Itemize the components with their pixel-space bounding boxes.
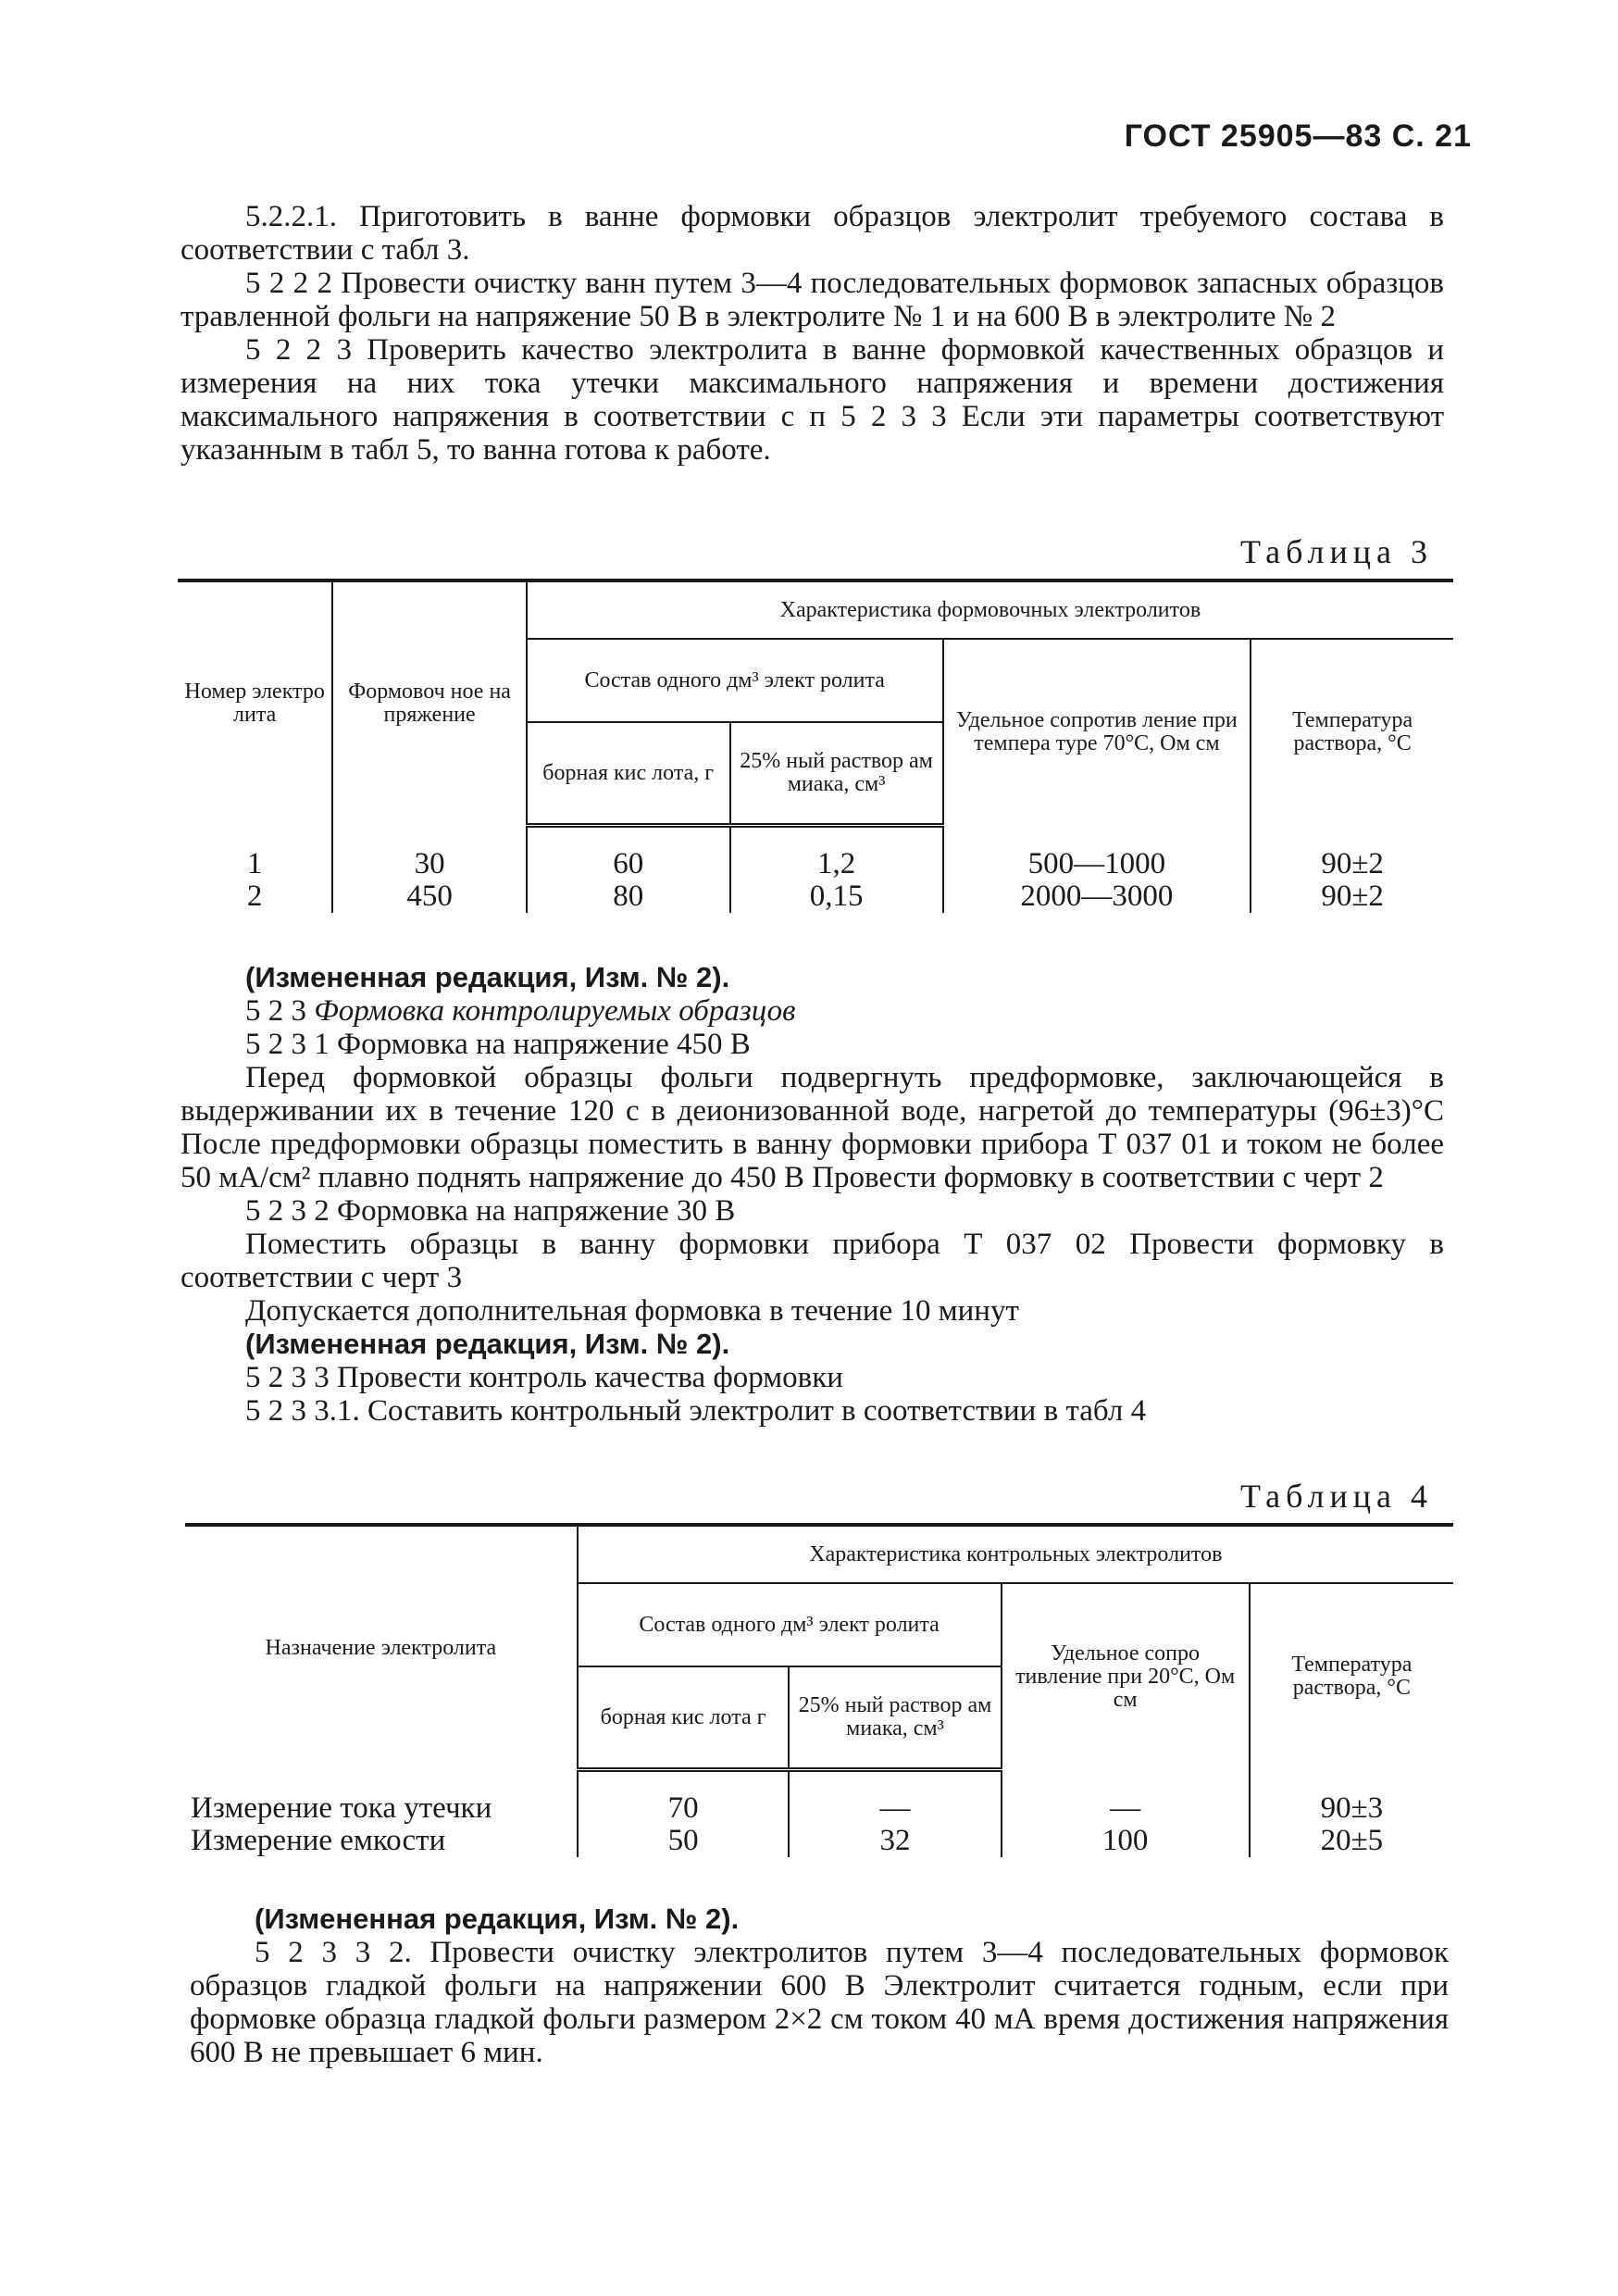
heading-523: [180, 994, 1444, 1028]
paragraph-5231: Перед формовкой образцы фольги подвергнуть предформовке, заключающейся в выдерживании их в течение 120 с в деионизованной воде, нагретой до температуры (96±3)°С После предформовки образцы поместить в ванну формовки прибора Т 037 01 и током не более 50 мА/см² плавно поднять напряжение до 450 В Провести формовку в соответствии с черт 2: [180, 1061, 1444, 1194]
paragraph-52332: 5 2 3 3 2. Провести очистку электролитов путем 3—4 последовательных формовок образцов гладкой фольги на напряжении 600 В Электролит считается годным, если при формовке образца гладкой фольги размером 2×2 см током 40 мА время достижения напряжения 600 В не превышает 6 мин.: [190, 1936, 1449, 2069]
table3-cell-boric: 80: [527, 880, 730, 913]
table3-composition-header: Состав одного дм³ элект ролита: [527, 639, 943, 722]
table3-header-resistivity: Удельное сопротив ление при темпера туре 70°C, Ом см: [943, 639, 1251, 826]
table-4: [185, 1523, 1453, 1857]
table3-cell-voltage: 450: [332, 880, 526, 913]
table3-cell-temp: 90±2: [1251, 848, 1453, 880]
amendment-note: (Измененная редакция, Изм. № 2).: [245, 1328, 730, 1360]
table4-row: [185, 1825, 1453, 1857]
paragraph-5232: Поместить образцы в ванну формовки прибора Т 037 02 Провести формовку в соответствии с черт 3: [180, 1228, 1444, 1294]
intro-section: [180, 200, 1444, 467]
table4-header-purpose: Назначение электролита: [265, 1635, 497, 1660]
heading-5231: 5 2 3 1 Формовка на напряжение 450 В: [245, 1028, 751, 1061]
table3-cell-temp: 90±2: [1251, 880, 1453, 913]
table4-cell-temp: 20±5: [1250, 1825, 1453, 1857]
table4-header-ammonia: 25% ный раствор ам миака, см³: [789, 1666, 1001, 1770]
table3-cell-resistivity: 500—1000: [943, 848, 1251, 880]
table3-header-ammonia: 25% ный раствор ам миака, см³: [730, 722, 943, 826]
heading-5232: 5 2 3 2 Формовка на напряжение 30 В: [245, 1194, 736, 1228]
section-523: [180, 961, 1444, 1428]
table4-cell-boric: 50: [578, 1825, 790, 1857]
table4-cell-temp: 90±3: [1250, 1792, 1453, 1825]
table4-composition-header: Состав одного дм³ элект ролита: [578, 1583, 1002, 1666]
table4-caption: Таблица 4: [1240, 1478, 1433, 1515]
paragraph-5223: 5 2 2 3 Проверить качество электролита в ванне формовкой качественных образцов и измерения на них тока утечки максимального напряжения и времени достижения максимального напряжения в соответствии с п 5 2 3 3 Если эти параметры соответствуют указанным в табл 5, то ванна готова к работе.: [180, 333, 1444, 467]
table-3: [178, 579, 1453, 913]
paragraph-5232b: Допускается дополнительная формовка в течение 10 минут: [245, 1294, 1019, 1328]
table4-cell-ammonia: —: [789, 1792, 1001, 1825]
table4-cell-resistivity: —: [1002, 1792, 1250, 1825]
table4-header-resistivity: Удельное сопро тивление при 20°С, Ом см: [1002, 1583, 1250, 1770]
table4-header-boric: борная кис лота г: [578, 1666, 790, 1770]
table3-header-temp: Температура раствора, °С: [1251, 639, 1453, 826]
heading-523-number: 5 2 3: [245, 994, 306, 1028]
table3-cell-ammonia: 0,15: [730, 880, 943, 913]
table3-row: [178, 848, 1453, 880]
table3-caption: Таблица 3: [1240, 533, 1433, 570]
table4-cell-resistivity: 100: [1002, 1825, 1250, 1857]
table4-cell-ammonia: 32: [789, 1825, 1001, 1857]
heading-523-title: Формовка контролируемых образцов: [314, 994, 796, 1028]
table4-cell-purpose: Измерение тока утечки: [191, 1791, 492, 1825]
table4-header-temp: Температура раствора, °С: [1250, 1583, 1453, 1770]
paragraph-52331: 5 2 3 3.1. Составить контрольный электролит в соответствии в табл 4: [245, 1394, 1147, 1428]
table3-group-header: Характеристика формовочных электролитов: [527, 580, 1453, 639]
table3-header-number: Номер электро лита: [184, 680, 325, 728]
table3-cell-num: 2: [246, 879, 263, 913]
paragraph-5221: 5.2.2.1. Приготовить в ванне формовки образцов электролит требуемого состава в соответствии с табл 3.: [180, 200, 1444, 267]
table3-cell-boric: 60: [527, 848, 730, 880]
table3-cell-voltage: 30: [332, 848, 526, 880]
page-header: ГОСТ 25905—83 С. 21: [1124, 119, 1472, 154]
table3-header-boric: борная кис лота, г: [527, 722, 730, 826]
table4-cell-boric: 70: [578, 1792, 790, 1825]
heading-5233: 5 2 3 3 Провести контроль качества формовки: [245, 1361, 843, 1394]
amendment-note: (Измененная редакция, Изм. № 2).: [255, 1903, 740, 1935]
table4-row: [185, 1792, 1453, 1825]
table3-cell-ammonia: 1,2: [730, 848, 943, 880]
section-52332: [190, 1903, 1449, 2069]
paragraph-5222: 5 2 2 2 Провести очистку ванн путем 3—4 последовательных формовок запасных образцов травленной фольги на напряжение 50 В в электролите № 1 и на 600 В в электролите № 2: [180, 267, 1444, 333]
table3-header-voltage: Формовоч ное на пряжение: [332, 580, 526, 826]
table3-cell-resistivity: 2000—3000: [943, 880, 1251, 913]
table3-cell-num: 1: [246, 846, 263, 880]
table3-row: [178, 880, 1453, 913]
table4-cell-purpose: Измерение емкости: [191, 1823, 446, 1857]
amendment-note: (Измененная редакция, Изм. № 2).: [245, 961, 730, 993]
table4-group-header: Характеристика контрольных электролитов: [578, 1525, 1453, 1583]
